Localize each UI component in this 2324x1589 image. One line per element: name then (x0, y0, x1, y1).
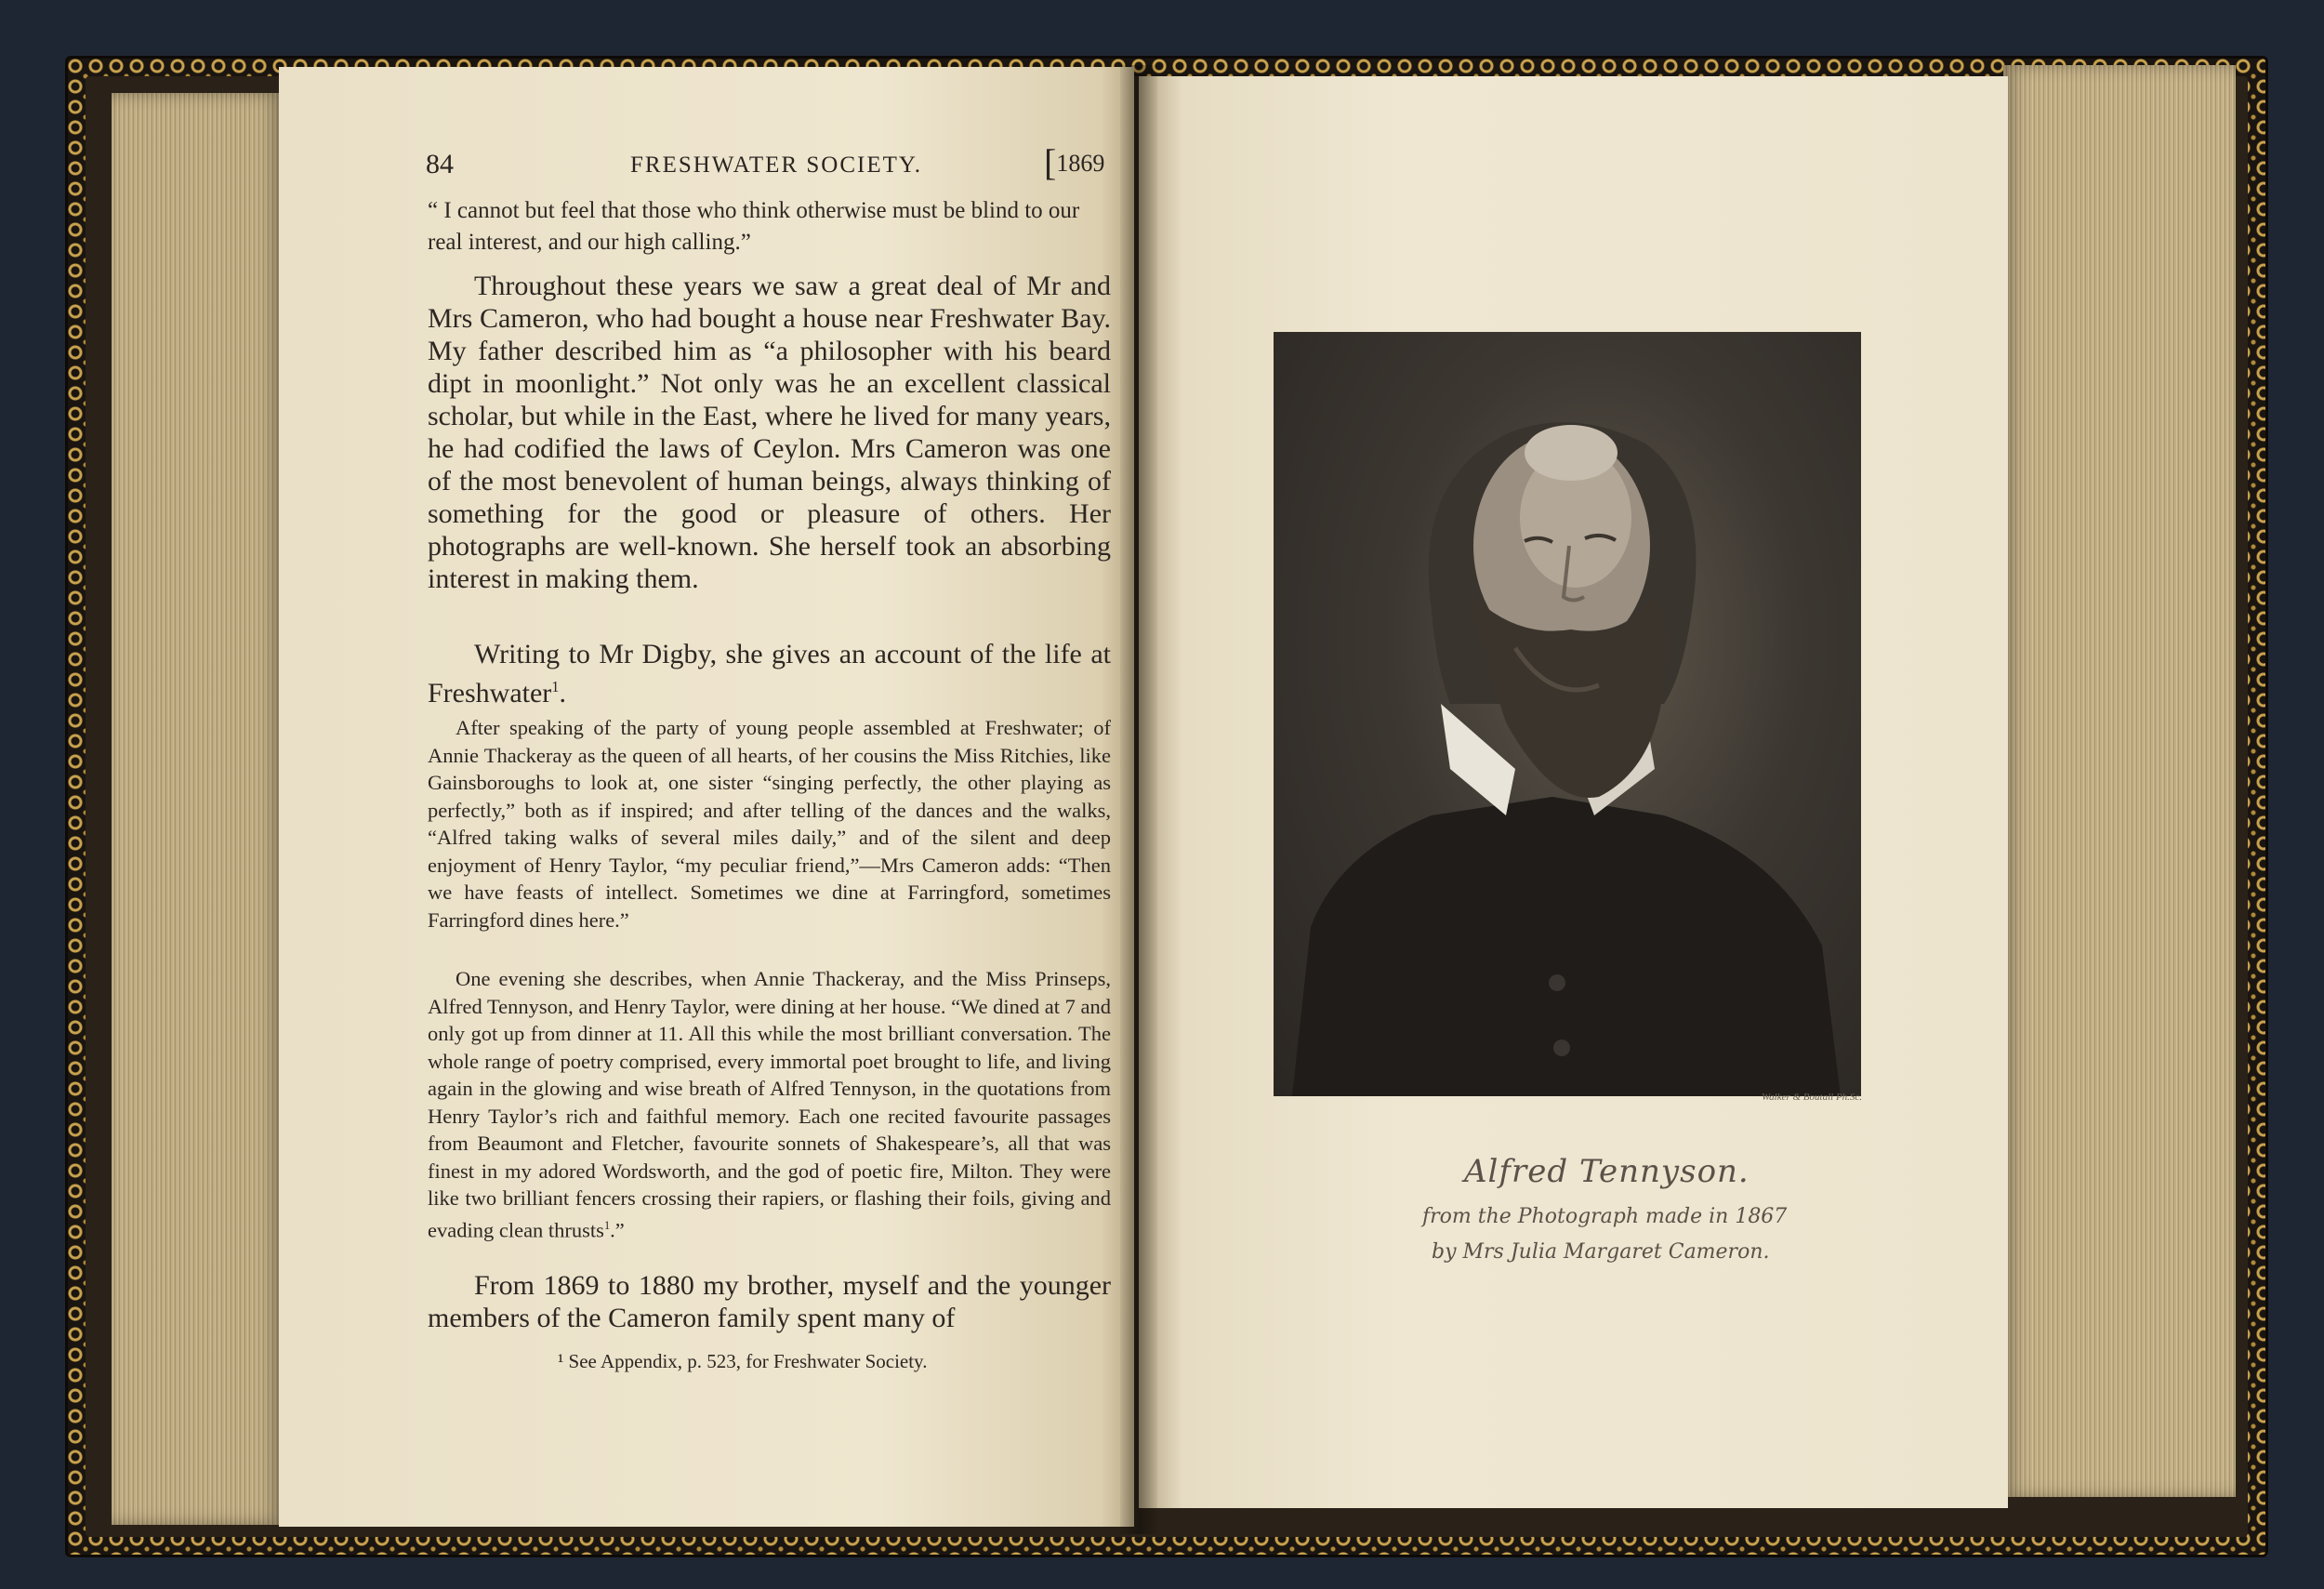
page-number: 84 (426, 149, 454, 179)
paragraph-digby (428, 638, 1111, 709)
page-edges-left (112, 93, 284, 1525)
portrait-photograph (1274, 332, 1861, 1096)
small2-text: One evening she describes, when Annie Thackeray, and the Miss Prinseps, Alfred Tennyson, and Henry Taylor, were dining at her house. “We dined at 7 and only got up from dinner at 11. All this while the most brilliant conversation. The whole range of poetry comprised, every immortal poet brought to life, and living again in the glowing and wise breath of Alfred Tennyson, in the quotations from Henry Taylor’s rich and faithful memory. Each one recited favourite passages from Beaumont and Fletcher, favourite sonnets of Shakespeare’s, all that was finest in my adored Wordsworth, and the god of poetic fire, Milton. They were like two brilliant fencers crossing their rapiers, or flashing their foils, giving and evading clean thrusts (428, 967, 1111, 1241)
caption-line-3: by Mrs Julia Margaret Cameron. (1432, 1240, 1770, 1264)
year-text: 1869 (1056, 150, 1105, 177)
extract-paragraph-1: After speaking of the party of young people assembled at Freshwater; of Annie Thackeray as the queen of all hearts, of her cousins the Miss Ritchies, like Gainsboroughs to look at, one sister “singing perfectly, the other playing as perfectly,” both as if inspired; and after telling of the dances and the walks, “Alfred taking walks of several miles daily,” and of the silent and deep enjoyment of Henry Taylor, “my peculiar friend,”—Mrs Cameron adds: “Then we have feasts of intellect. Sometimes we dine at Farringford, sometimes Farringford dines here.” (428, 716, 1111, 932)
portrait-illustration (1274, 332, 1861, 1096)
footnote-mark: 1 (551, 678, 560, 695)
caption-line-2: from the Photograph made in 1867 (1422, 1205, 1788, 1228)
paragraph-camerons: Throughout these years we saw a great deal of Mr and Mrs Cameron, who had bought a house near Freshwater Bay. My father described him as “a philosopher with his beard dipt in moonlight.” Not only was he an excellent classical scholar, but while in the East, where he lived for many years, he had codified the laws of Ceylon. Mrs Cameron was one of the most benevolent of human beings, always thinking of something for the good or pleasure of others. Her photographs are well-known. She herself took an absorbing interest in making them. (428, 271, 1111, 594)
header-year (1044, 141, 1105, 183)
small2-end: .” (610, 1218, 625, 1241)
quote-continuation: “ I cannot but feel that those who think otherwise must be blind to our real interest, and our high calling.” (428, 198, 1080, 255)
extract-paragraph-2 (428, 965, 1111, 1244)
para2-text: Writing to Mr Digby, she gives an account of the life at Freshwater (428, 639, 1111, 708)
para2-end: . (559, 678, 567, 708)
footnote: ¹ See Appendix, p. 523, for Freshwater Society. (558, 1350, 928, 1372)
engraver-credit: Walker & Boutall Ph.Sc. (1762, 1092, 1863, 1103)
running-header (426, 141, 1123, 186)
caption-title: Alfred Tennyson. (1464, 1153, 1750, 1190)
book-gutter (1120, 65, 1157, 1534)
paragraph-1869: From 1869 to 1880 my brother, myself and the younger members of the Cameron family spent many of (428, 1270, 1111, 1333)
running-title: FRESHWATER SOCIETY. (630, 152, 922, 178)
page-edges-right (2003, 65, 2236, 1497)
footnote-mark-2: 1 (603, 1218, 611, 1232)
year-bracket: [ (1044, 141, 1057, 183)
